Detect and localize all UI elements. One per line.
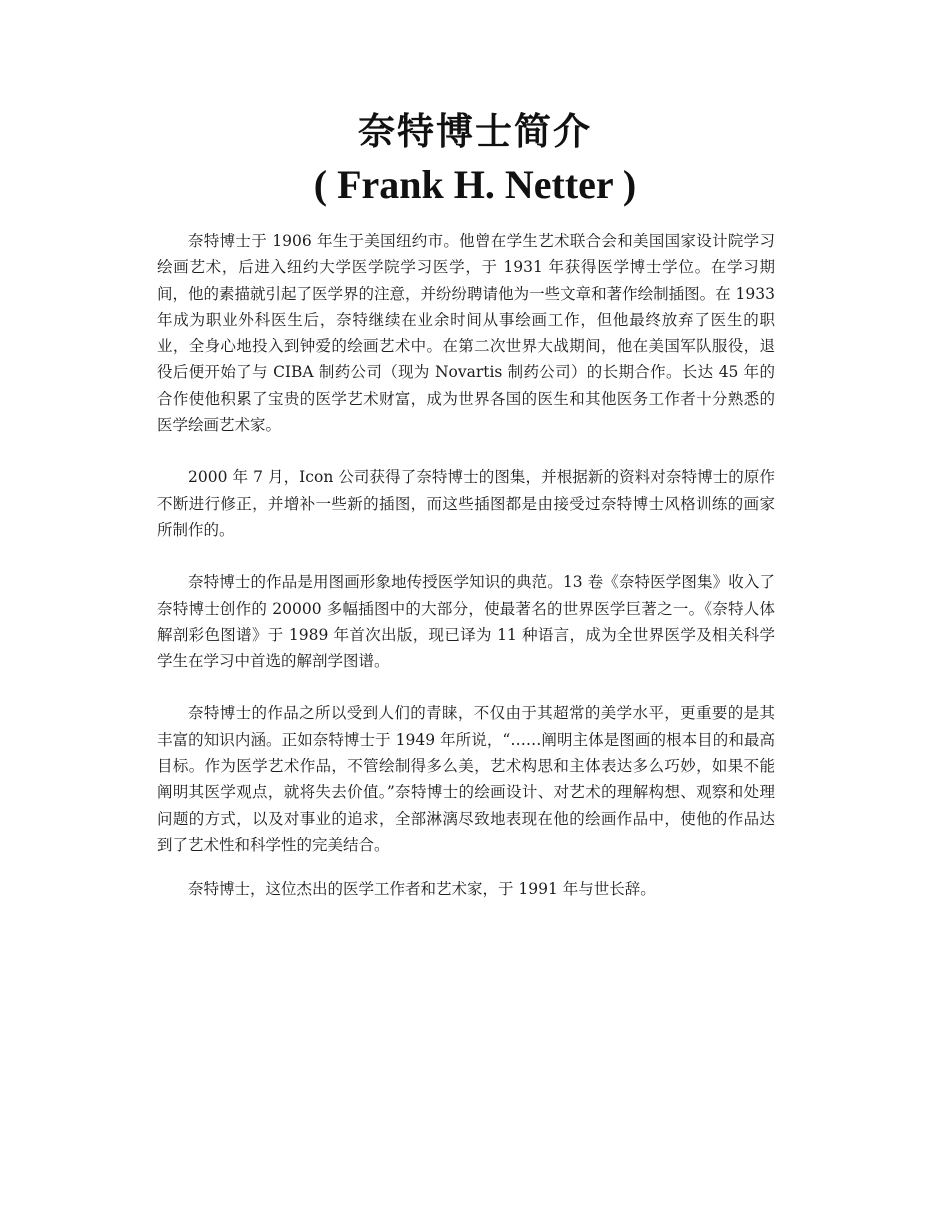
body-text [157, 228, 775, 903]
page-title: 奈特博士简介 [358, 110, 592, 153]
paragraph-biography: 奈特博士于 1906 年生于美国纽约市。他曾在学生艺术联合会和美国国家设计院学习绘画艺术，后进入纽约大学医学院学习医学，于 1931 年获得医学博士学位。在学习期间，他的素描就引起了医学界的注意，并纷纷聘请他为一些文章和著作绘制插图。在 1933 年成为职业外科医生后，奈特继续在业余时间从事绘画工作，但他最终放弃了医生的职业，全身心地投入到钟爱的绘画艺术中。在第二次世界大战期间，他在美国军队服役，退役后便开始了与 CIBA 制药公司（现为 Novartis 制药公司）的长期合作。长达 45 年的合作使他积累了宝贵的医学艺术财富，成为世界各国的医生和其他医务工作者十分熟悉的医学绘画艺术家。 [157, 232, 775, 435]
paragraph-icon-company: 2000 年 7 月，Icon 公司获得了奈特博士的图集，并根据新的资料对奈特博士的原作不断进行修正，并增补一些新的插图，而这些插图都是由接受过奈特博士风格训练的画家所制作的。 [157, 468, 775, 539]
paragraph-appreciation: 奈特博士的作品之所以受到人们的青睐，不仅由于其超常的美学水平，更重要的是其丰富的知识内涵。正如奈特博士于 1949 年所说，“……阐明主体是图画的根本目的和最高目标。作为医学艺术作品，不管绘制得多么美，艺术构思和主体表达多么巧妙，如果不能阐明其医学观点，就将失去价值。”奈特博士的绘画设计、对艺术的理解构想、观察和处理问题的方式，以及对事业的追求，全部淋漓尽致地表现在他的绘画作品中，使他的作品达到了艺术性和科学性的完美结合。 [157, 704, 775, 854]
page-subtitle: ( Frank H. Netter ) [313, 162, 637, 207]
paragraph-works: 奈特博士的作品是用图画形象地传授医学知识的典范。13 卷《奈特医学图集》收入了奈特博士创作的 20000 多幅插图中的大部分，使最著名的世界医学巨著之一。《奈特人体解剖彩色图谱》于 1989 年首次出版，现已译为 11 种语言，成为全世界医学及相关科学学生在学习中首选的解剖学图谱。 [157, 573, 775, 671]
paragraph-death: 奈特博士，这位杰出的医学工作者和艺术家，于 1991 年与世长辞。 [188, 880, 656, 899]
title-block [0, 108, 950, 208]
